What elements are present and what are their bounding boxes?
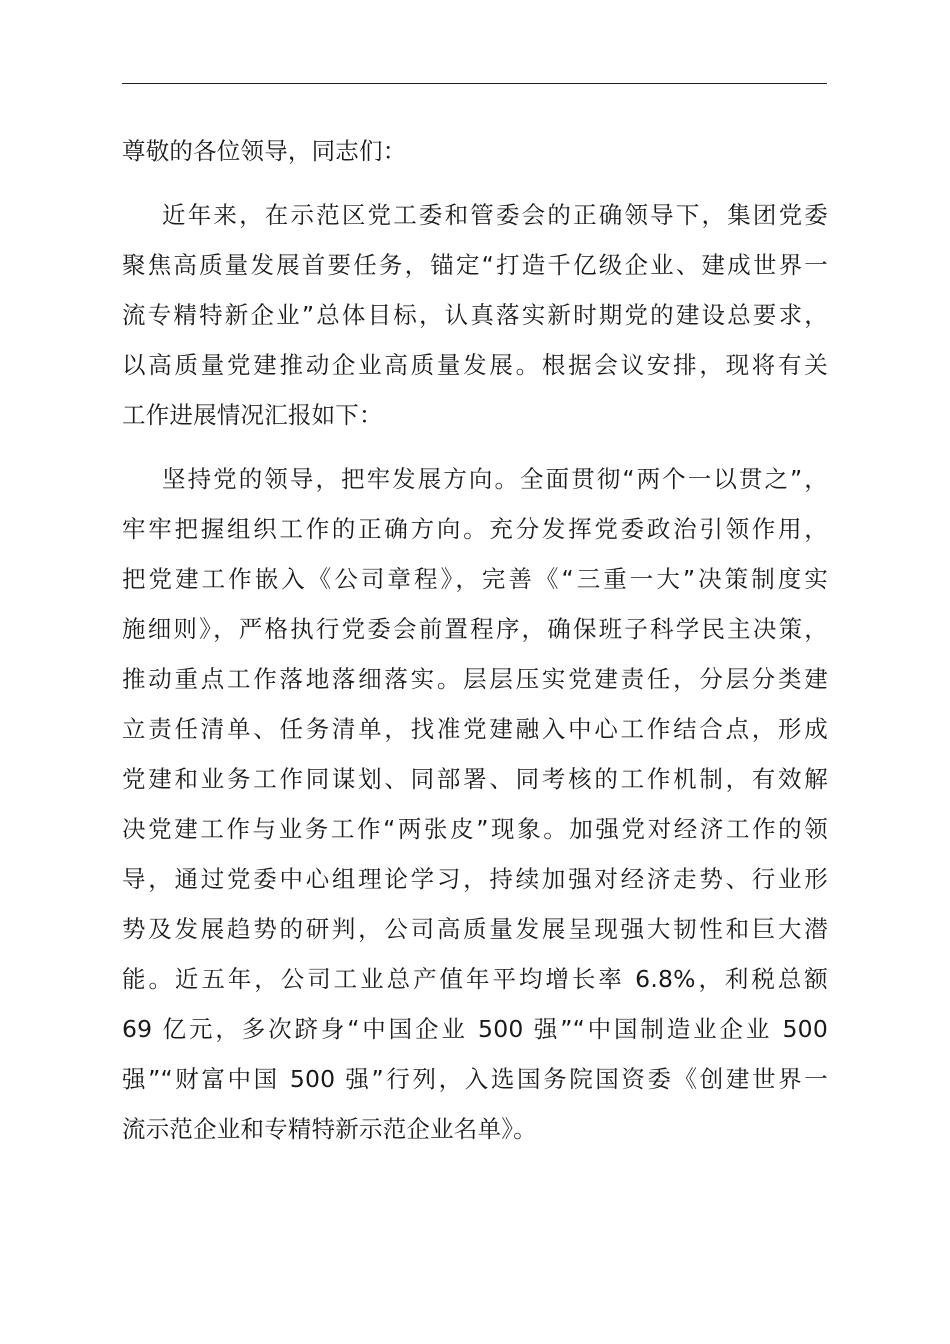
header-rule: [122, 83, 827, 84]
paragraph: [122, 190, 828, 440]
document-body: [122, 126, 828, 1154]
paragraph-line: 69 亿元，多次跻身“中国企业 500 强”“中国制造业企业 500: [122, 1015, 828, 1043]
paragraph-line: 立责任清单、任务清单，找准党建融入中心工作结合点，形成: [122, 715, 828, 743]
paragraph-line: 能。近五年，公司工业总产值年平均增长率 6.8%，利税总额: [122, 965, 828, 993]
paragraph-line: 导，通过党委中心组理论学习，持续加强对经济走势、行业形: [122, 865, 828, 893]
paragraph-line: 推动重点工作落地落细落实。层层压实党建责任，分层分类建: [122, 665, 828, 693]
paragraph-gap: [122, 440, 828, 454]
paragraph-line: 流示范企业和专精特新示范企业名单》。: [122, 1115, 537, 1143]
paragraph-gap: [122, 176, 828, 190]
paragraph-line: 工作进展情况汇报如下：: [122, 401, 383, 429]
paragraph-line: 势及发展趋势的研判，公司高质量发展呈现强大韧性和巨大潜: [122, 915, 828, 943]
salutation: 尊敬的各位领导，同志们：: [122, 137, 407, 165]
paragraph-line: 施细则》，严格执行党委会前置程序，确保班子科学民主决策，: [122, 615, 828, 643]
paragraph-line: 以高质量党建推动企业高质量发展。根据会议安排，现将有关: [122, 351, 828, 379]
paragraph-line: 把党建工作嵌入《公司章程》，完善《“三重一大”决策制度实: [122, 565, 828, 593]
paragraph-line: 聚焦高质量发展首要任务，锚定“打造千亿级企业、建成世界一: [122, 251, 828, 279]
paragraph-line: 坚持党的领导，把牢发展方向。全面贯彻“两个一以贯之”，: [162, 465, 828, 493]
paragraph-line: 决党建工作与业务工作“两张皮”现象。加强党对经济工作的领: [122, 815, 828, 843]
paragraph: [122, 454, 828, 1154]
paragraph-line: 近年来，在示范区党工委和管委会的正确领导下，集团党委: [162, 201, 828, 229]
paragraph-line: 党建和业务工作同谋划、同部署、同考核的工作机制，有效解: [122, 765, 828, 793]
paragraph-line: 流专精特新企业”总体目标，认真落实新时期党的建设总要求，: [122, 301, 828, 329]
paragraph-line: 强”“财富中国 500 强”行列，入选国务院国资委《创建世界一: [122, 1065, 828, 1093]
paragraph-line: 牢牢把握组织工作的正确方向。充分发挥党委政治引领作用，: [122, 515, 828, 543]
